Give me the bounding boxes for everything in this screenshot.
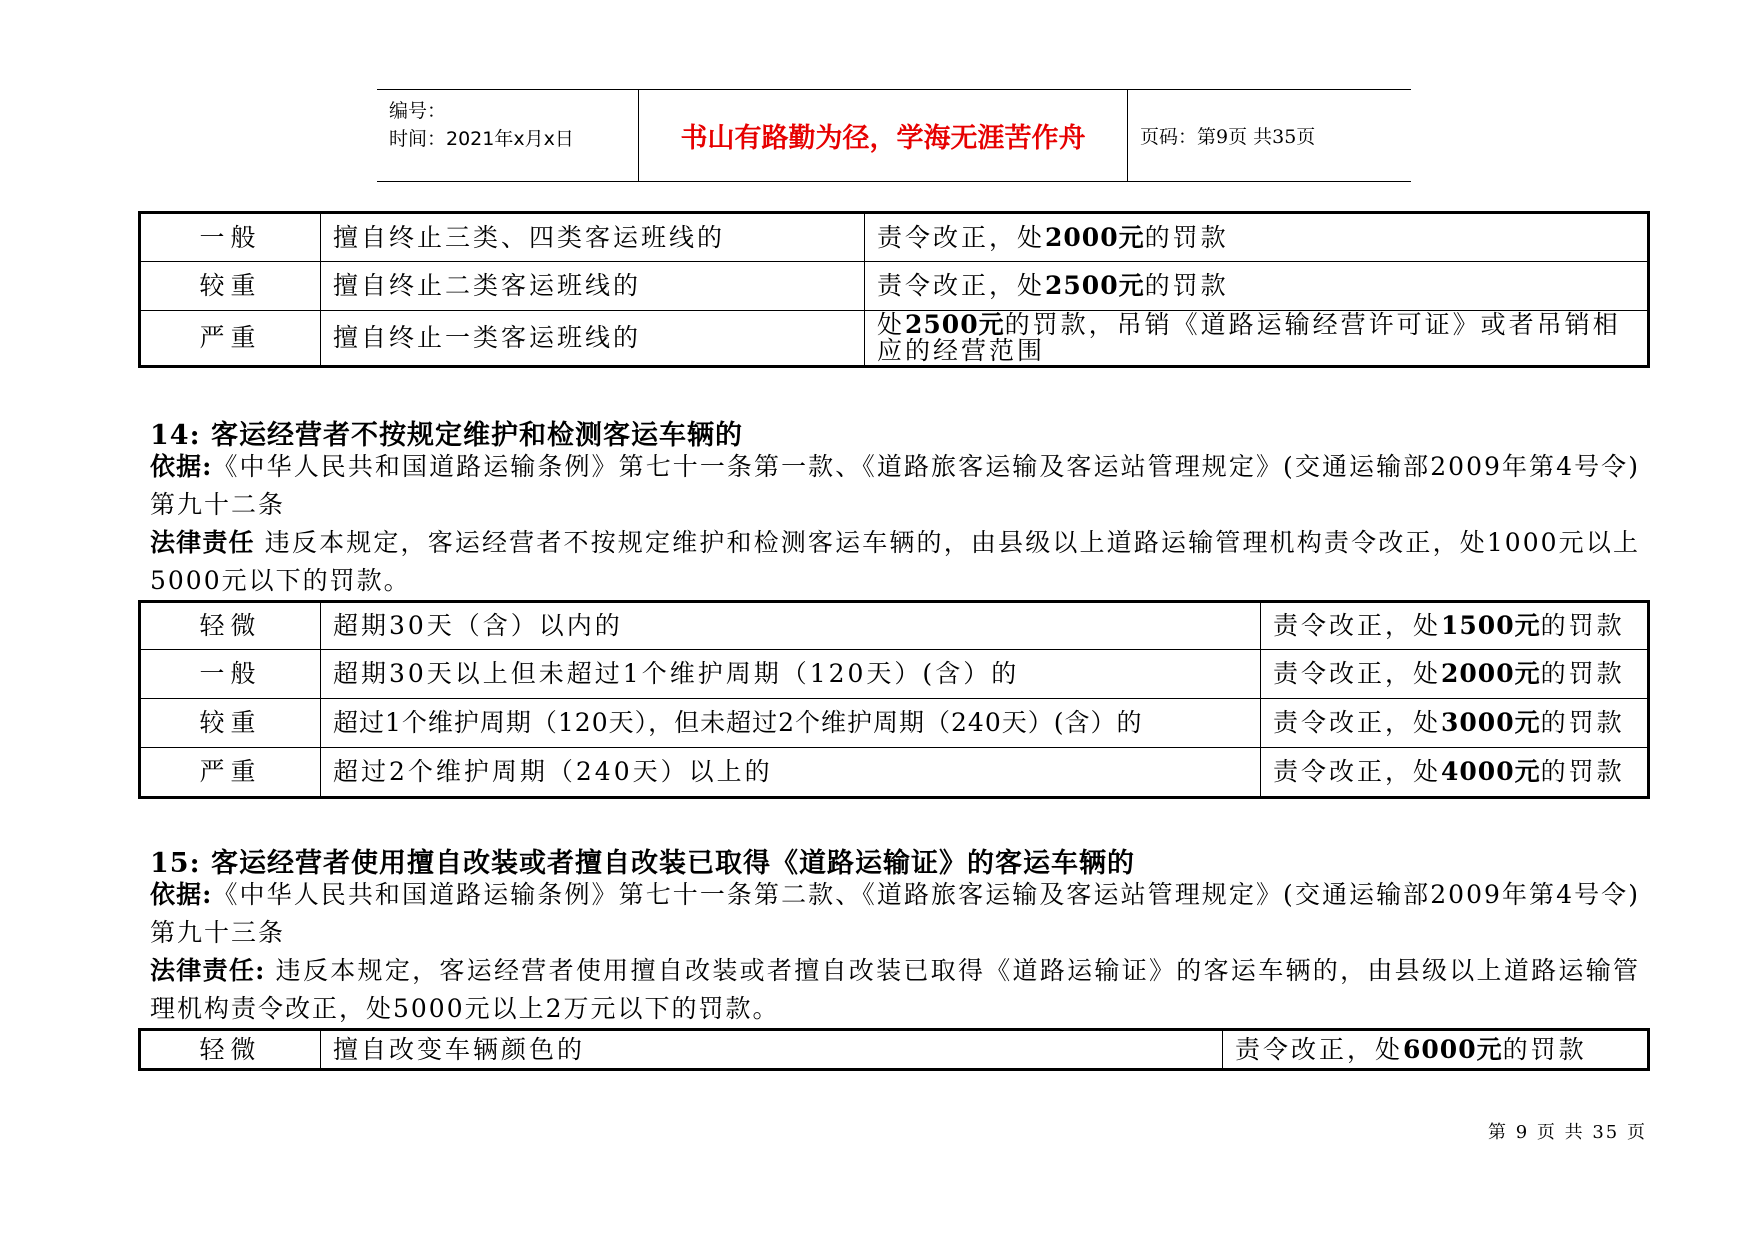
basis-label: 依据:	[150, 452, 213, 481]
penalty-cell	[865, 213, 1649, 262]
penalty-table-13	[138, 211, 1650, 368]
behavior-cell: 超过1个维护周期（120天），但未超过2个维护周期（240天）(含）的	[321, 699, 1261, 748]
penalty-table-15	[138, 1028, 1650, 1071]
level-cell: 较重	[140, 262, 321, 311]
table-row	[140, 650, 1649, 699]
behavior-cell: 擅自终止三类、四类客运班线的	[321, 213, 865, 262]
liability-label: 法律责任:	[150, 956, 266, 985]
table-row	[140, 213, 1649, 262]
page-footer: 第 9 页 共 35 页	[1488, 1122, 1647, 1143]
level-cell: 较重	[140, 699, 321, 748]
penalty-cell	[1261, 602, 1649, 650]
liability-label: 法律责任	[150, 528, 255, 557]
basis-text: 《中华人民共和国道路运输条例》第七十一条第二款、《道路旅客运输及客运站管理规定》(交通运输部2009年第4号令)第九十三条	[150, 880, 1640, 947]
penalty-post: 的罚款	[1540, 708, 1625, 738]
penalty-amount: 2500元	[1045, 271, 1145, 301]
penalty-amount: 6000元	[1403, 1034, 1503, 1064]
penalty-amount: 2500元	[905, 310, 1005, 339]
penalty-pre: 责令改正，处	[1273, 757, 1442, 787]
penalty-post: 的罚款	[1144, 271, 1229, 301]
penalty-cell	[1261, 748, 1649, 798]
header-meta	[377, 90, 639, 181]
motto-text: 书山有路勤为径，学海无涯苦作舟	[680, 123, 1086, 154]
table-row	[140, 262, 1649, 311]
table-row	[140, 602, 1649, 650]
table-row	[140, 699, 1649, 748]
penalty-pre: 责令改正，处	[1235, 1034, 1404, 1064]
penalty-amount: 2000元	[1441, 659, 1541, 689]
header-motto	[639, 90, 1128, 181]
level-cell: 严重	[140, 748, 321, 798]
behavior-cell: 擅自终止二类客运班线的	[321, 262, 865, 311]
penalty-pre: 责令改正，处	[877, 222, 1046, 252]
section-14-basis	[150, 448, 1640, 524]
penalty-cell	[1261, 699, 1649, 748]
section-15-title: 15: 客运经营者使用擅自改装或者擅自改装已取得《道路运输证》的客运车辆的	[150, 848, 1135, 879]
page-label: 页码：第9页 共35页	[1140, 126, 1316, 148]
behavior-cell: 超期30天以上但未超过1个维护周期（120天）(含）的	[321, 650, 1261, 699]
liability-text: 违反本规定，客运经营者不按规定维护和检测客运车辆的，由县级以上道路运输管理机构责令改正，处1000元以上5000元以下的罚款。	[150, 528, 1640, 595]
section-15-liability	[150, 952, 1640, 1028]
page-header	[377, 89, 1411, 182]
header-page	[1128, 90, 1411, 181]
penalty-post: 的罚款，吊销《道路运输经营许可证》或者吊销相应的经营范围	[877, 310, 1621, 365]
time-label: 时间：2021年x月x日	[389, 128, 574, 150]
penalty-amount: 2000元	[1045, 222, 1145, 252]
penalty-post: 的罚款	[1540, 757, 1625, 787]
penalty-post: 的罚款	[1502, 1034, 1587, 1064]
basis-text: 《中华人民共和国道路运输条例》第七十一条第一款、《道路旅客运输及客运站管理规定》(交通运输部2009年第4号令)第九十二条	[150, 452, 1640, 519]
penalty-post: 的罚款	[1540, 611, 1625, 641]
penalty-table-14	[138, 600, 1650, 799]
level-cell: 严重	[140, 311, 321, 367]
level-cell: 轻微	[140, 602, 321, 650]
penalty-amount: 3000元	[1441, 708, 1541, 738]
section-15-basis	[150, 876, 1640, 952]
penalty-cell	[865, 262, 1649, 311]
behavior-cell: 擅自终止一类客运班线的	[321, 311, 865, 367]
penalty-post: 的罚款	[1144, 222, 1229, 252]
behavior-cell: 擅自改变车辆颜色的	[321, 1030, 1223, 1070]
behavior-cell: 超过2个维护周期（240天）以上的	[321, 748, 1261, 798]
penalty-cell	[1223, 1030, 1649, 1070]
table-row	[140, 748, 1649, 798]
table-row	[140, 1030, 1649, 1070]
section-14-liability	[150, 524, 1640, 600]
penalty-pre: 责令改正，处	[877, 271, 1046, 301]
penalty-pre: 责令改正，处	[1273, 659, 1442, 689]
level-cell: 轻微	[140, 1030, 321, 1070]
penalty-pre: 处	[877, 310, 906, 339]
number-label: 编号：	[389, 100, 447, 122]
penalty-pre: 责令改正，处	[1273, 708, 1442, 738]
basis-label: 依据:	[150, 880, 213, 909]
penalty-amount: 1500元	[1441, 611, 1541, 641]
behavior-cell: 超期30天（含）以内的	[321, 602, 1261, 650]
liability-text: 违反本规定，客运经营者使用擅自改装或者擅自改装已取得《道路运输证》的客运车辆的，由县级以上道路运输管理机构责令改正，处5000元以上2万元以下的罚款。	[150, 956, 1640, 1023]
level-cell: 一般	[140, 213, 321, 262]
penalty-cell	[1261, 650, 1649, 699]
penalty-amount: 4000元	[1441, 757, 1541, 787]
section-14-title: 14: 客运经营者不按规定维护和检测客运车辆的	[150, 420, 743, 451]
penalty-cell	[865, 311, 1649, 367]
level-cell: 一般	[140, 650, 321, 699]
table-row	[140, 311, 1649, 367]
penalty-post: 的罚款	[1540, 659, 1625, 689]
penalty-pre: 责令改正，处	[1273, 611, 1442, 641]
